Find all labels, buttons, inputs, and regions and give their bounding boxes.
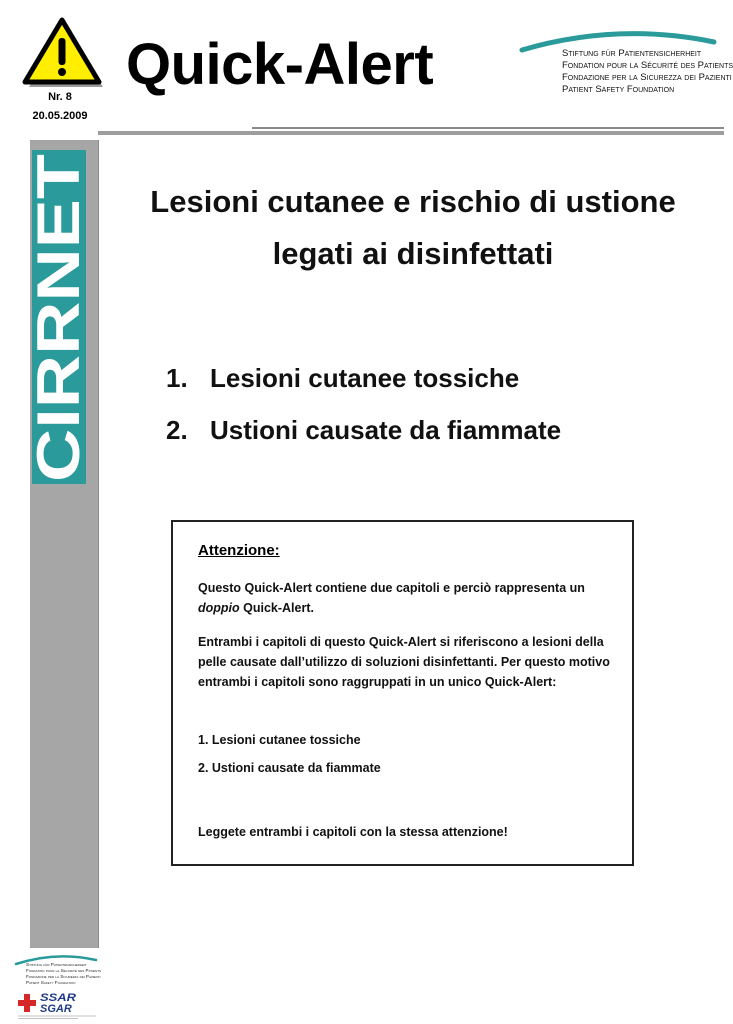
foundation-line-en: Patient Safety Foundation: [562, 84, 675, 95]
chapter-label: Lesioni cutanee tossiche: [210, 363, 520, 393]
bottom-foundation-text: [26, 962, 101, 986]
attention-list-item: 1. Lesioni cutanee tossiche: [198, 733, 361, 747]
main-heading: [130, 176, 696, 280]
attention-p1-text: Questo Quick-Alert contiene due capitoli e perciò rappresenta un: [198, 581, 585, 595]
attention-p1-emphasis: doppio: [198, 601, 240, 615]
ssar-sgar-logo: [38, 990, 78, 1014]
bottom-foundation-line: Patient Safety Foundation: [26, 980, 76, 985]
chapter-label: Ustioni causate da fiammate: [210, 415, 562, 445]
bottom-foundation-line: Fondazione per la Sicurezza dei Pazienti: [26, 974, 101, 979]
ssar-sgar-logo-text: SSAR: [40, 992, 77, 1004]
foundation-logo-text: [562, 48, 733, 96]
swiss-cross-icon: [16, 992, 38, 1014]
bottom-foundation-line: Stiftung für Patientensicherheit: [26, 962, 87, 967]
header-divider-thin: [252, 127, 724, 129]
attention-list-item: 2. Ustioni causate da fiammate: [198, 761, 381, 775]
chapter-number: 1.: [166, 363, 188, 393]
cirrnet-logo: [25, 150, 92, 484]
cirrnet-logo-text: CIRRNET: [25, 215, 92, 482]
warning-triangle-icon: [20, 16, 104, 90]
chapter-item: [166, 356, 561, 408]
attention-box: [171, 520, 634, 866]
foundation-line-it: Fondazione per la Sicurezza dei Pazienti: [562, 72, 732, 83]
bottom-foundation-line: Fondation pour la Sécurité des Patients: [26, 968, 102, 973]
attention-paragraph-2: Entrambi i capitoli di questo Quick-Alert si riferiscono a lesioni della pelle causate dall’utilizzo di soluzioni disinfettanti. Per questo motivo entrambi i capitoli sono raggruppati in un unico Quick-Alert:: [198, 635, 610, 689]
attention-p1-text-end: Quick-Alert.: [239, 601, 314, 615]
issue-date: 20.05.2009: [32, 110, 88, 122]
attention-heading: Attenzione:: [198, 542, 280, 559]
attention-list: [198, 730, 618, 786]
foundation-line-fr: Fondation pour la Sécurité des Patients: [562, 60, 733, 71]
chapter-number: 2.: [166, 415, 188, 445]
sgar-fine-print: [18, 1014, 96, 1020]
attention-footer: Leggete entrambi i capitoli con la stessa attenzione!: [198, 825, 508, 839]
main-heading-line-1: Lesioni cutanee e rischio di ustione: [150, 184, 676, 219]
page-title: Quick-Alert: [126, 32, 434, 97]
header-divider-thick: [98, 131, 724, 135]
chapter-item: [166, 408, 561, 460]
svg-text:SGAR: SGAR: [40, 1003, 72, 1015]
foundation-line-de: Stiftung für Patientensicherheit: [562, 48, 702, 59]
issue-number: Nr. 8: [48, 91, 72, 103]
chapter-list: [166, 356, 561, 460]
main-heading-line-2: legati ai disinfettati: [272, 236, 554, 271]
attention-paragraph-1: [198, 578, 618, 618]
